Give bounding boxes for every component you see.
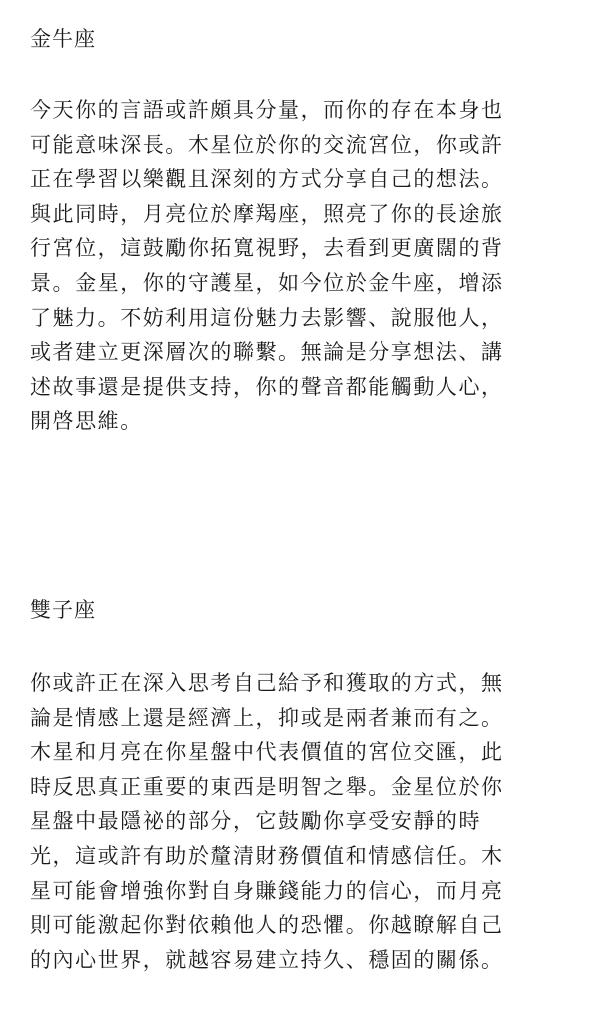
paragraph-line: 述故事還是提供支持，你的聲音都能觸動人心，: [30, 374, 504, 399]
section-body-gemini: [30, 666, 504, 977]
paragraph-line: 論是情感上還是經濟上，抑或是兩者兼而有之。: [30, 705, 504, 730]
paragraph-line: 的內心世界，就越容易建立持久、穩固的關係。: [30, 947, 504, 972]
paragraph-line: 行宮位，這鼓勵你拓寬視野，去看到更廣闊的背: [30, 236, 504, 261]
section-title-gemini: 雙子座: [30, 598, 96, 622]
paragraph-line: 或者建立更深層次的聯繫。無論是分享想法、講: [30, 340, 504, 365]
paragraph-line: 星可能會增強你對自身賺錢能力的信心，而月亮: [30, 878, 504, 903]
paragraph-line: 景。金星，你的守護星，如今位於金牛座，增添: [30, 270, 504, 295]
section-title-taurus: 金牛座: [30, 27, 96, 51]
paragraph-line: 可能意味深長。木星位於你的交流宮位，你或許: [30, 132, 504, 157]
paragraph-line: 時反思真正重要的東西是明智之舉。金星位於你: [30, 774, 504, 799]
paragraph-line: 則可能激起你對依賴他人的恐懼。你越瞭解自己: [30, 913, 504, 938]
paragraph-line: 了魅力。不妨利用這份魅力去影響、說服他人，: [30, 305, 504, 330]
paragraph-line: 木星和月亮在你星盤中代表價值的宮位交匯，此: [30, 740, 504, 765]
paragraph-line: 今天你的言語或許頗具分量，而你的存在本身也: [30, 98, 504, 122]
paragraph-line: 光，這或許有助於釐清財務價值和情感信任。木: [30, 843, 504, 868]
paragraph-line: 星盤中最隱祕的部分，它鼓勵你享受安靜的時: [30, 809, 481, 834]
paragraph-line: 正在學習以樂觀且深刻的方式分享自己的想法。: [30, 167, 504, 192]
section-body-taurus: [30, 93, 504, 439]
paragraph-line: 與此同時，月亮位於摩羯座，照亮了你的長途旅: [30, 201, 504, 226]
paragraph-line: 你或許正在深入思考自己給予和獲取的方式，無: [30, 671, 504, 695]
paragraph-line: 開啓思維。: [30, 409, 143, 434]
